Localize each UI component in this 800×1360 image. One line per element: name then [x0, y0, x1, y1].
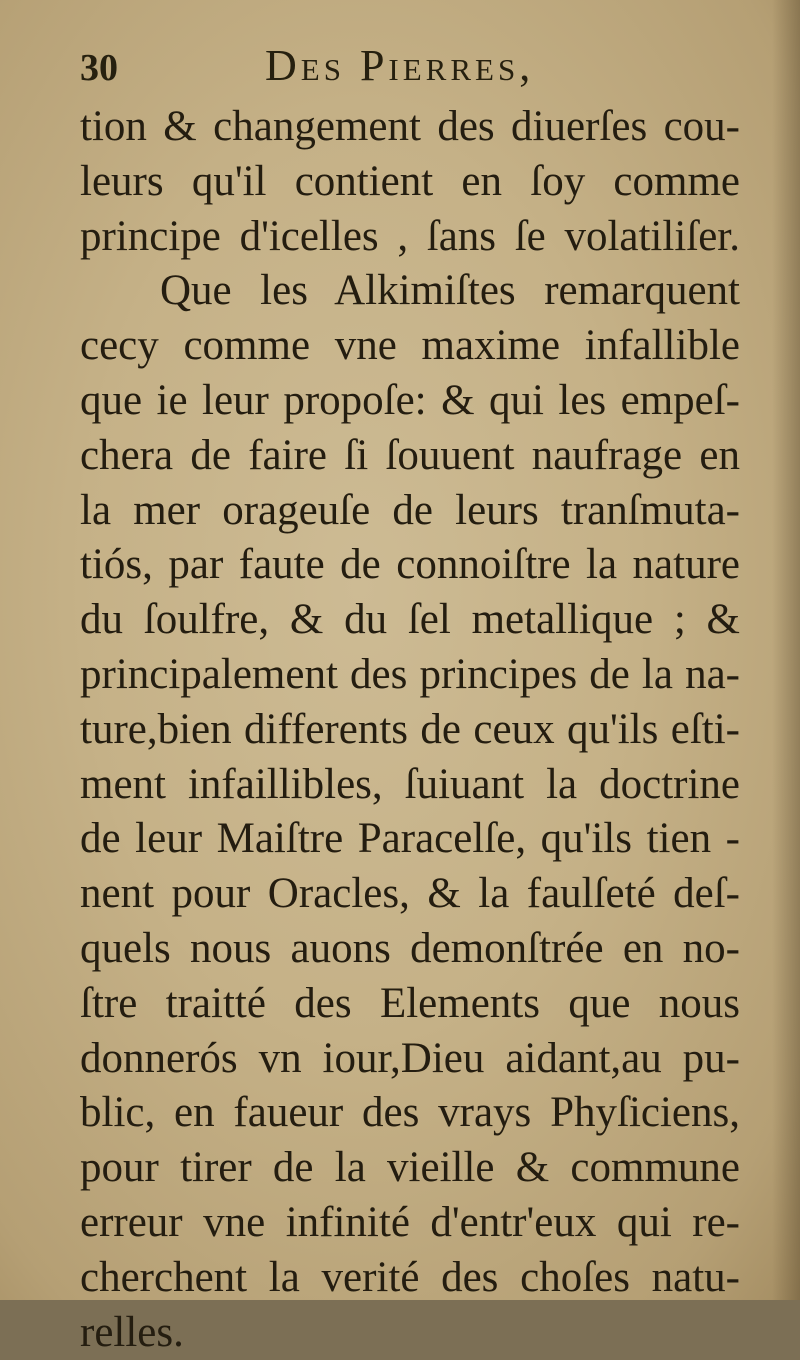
- page-header: [80, 40, 740, 90]
- text-line: pour tirer de la vieille & commune: [80, 1144, 740, 1192]
- text-line: cecy comme vne maxime infallible: [80, 322, 740, 370]
- text-line: ment infaillibles, ſuiuant la doctrine: [80, 760, 740, 808]
- text-line: principe d'icelles , ſans ſe volatiliſer.: [80, 212, 740, 260]
- text-line: tion & changement des diuerſes cou-: [80, 103, 740, 150]
- text-line: principalement des principes de la na-: [80, 650, 740, 698]
- text-line: donnerós vn iour,Dieu aidant,au pu-: [80, 1034, 740, 1082]
- text-line: ture,bien differents de ceux qu'ils eſti-: [80, 705, 740, 753]
- text-line: blic, en faueur des vrays Phyſiciens,: [80, 1089, 740, 1137]
- text-line: de leur Maiſtre Paracelſe, qu'ils tien -: [80, 815, 740, 863]
- text-line: du ſoulfre, & du ſel metallique ; &: [80, 596, 740, 644]
- text-line: que ie leur propoſe: & qui les empeſ-: [80, 376, 740, 424]
- text-line: tiós, par faute de connoiſtre la nature: [80, 541, 740, 589]
- text-line: leurs qu'il contient en ſoy comme: [80, 157, 740, 205]
- text-line: nent pour Oracles, & la faulſeté deſ-: [80, 870, 740, 918]
- text-line: erreur vne infinité d'entr'eux qui re-: [80, 1198, 740, 1246]
- body-text: [80, 100, 740, 1360]
- text-line: cherchent la verité des choſes natu-: [80, 1253, 740, 1301]
- text-line-final: relles.: [80, 1308, 184, 1356]
- page-edge-shadow: [772, 0, 800, 1300]
- running-title: Des Pierres,: [265, 41, 535, 90]
- text-line: chera de faire ſi ſouuent naufrage en: [80, 431, 740, 479]
- page-number: 30: [80, 47, 118, 89]
- paragraph-start-line: Que les Alkimiſtes remarquent: [160, 267, 740, 315]
- text-line: la mer orageuſe de leurs tranſmuta-: [80, 486, 740, 534]
- text-line: quels nous auons demonſtrée en no-: [80, 924, 740, 972]
- text-line: ſtre traitté des Elements que nous: [80, 979, 740, 1027]
